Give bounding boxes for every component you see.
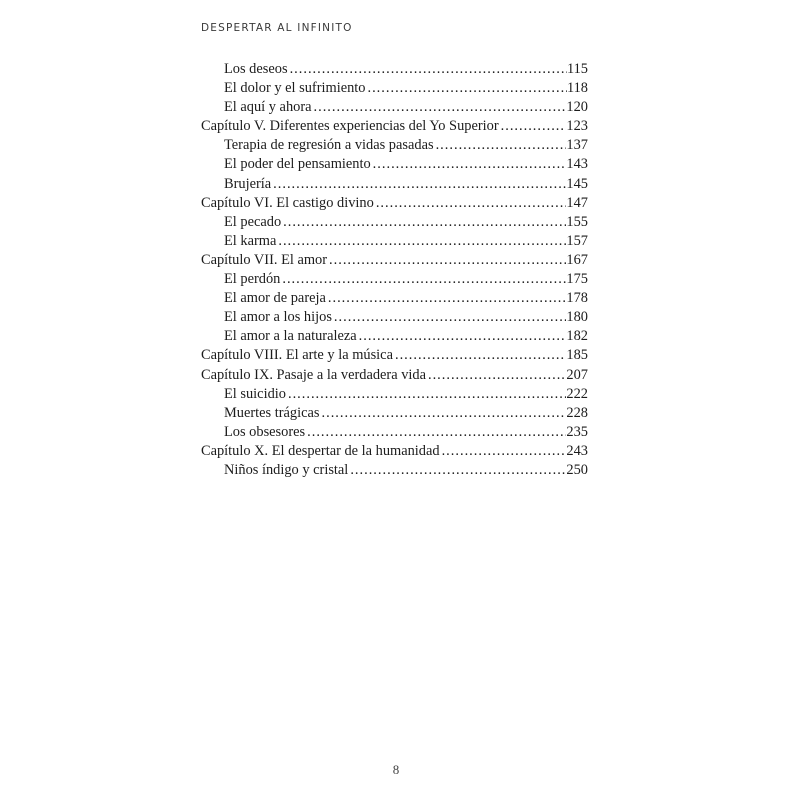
toc-entry-title: El amor de pareja — [224, 290, 326, 307]
dot-leader — [305, 424, 566, 441]
toc-chapter-entry — [201, 347, 588, 366]
dot-leader — [426, 367, 566, 384]
dot-leader — [271, 176, 566, 193]
table-of-contents — [201, 61, 588, 481]
toc-entry-page: 250 — [566, 461, 588, 478]
toc-entry-title: Muertes trágicas — [224, 404, 320, 421]
dot-leader — [288, 61, 567, 78]
toc-entry-page: 207 — [566, 366, 588, 383]
toc-entry — [201, 424, 588, 443]
toc-entry — [201, 462, 588, 481]
toc-entry-title: Terapia de regresión a vidas pasadas — [224, 137, 434, 154]
dot-leader — [327, 252, 566, 269]
dot-leader — [281, 214, 566, 231]
toc-entry-title: El suicidio — [224, 385, 286, 402]
toc-entry — [201, 176, 588, 195]
toc-entry — [201, 405, 588, 424]
dot-leader — [365, 80, 566, 97]
toc-entry-title: Capítulo X. El despertar de la humanidad — [201, 442, 440, 459]
toc-entry-title: Capítulo IX. Pasaje a la verdadera vida — [201, 366, 426, 383]
toc-chapter-entry — [201, 118, 588, 137]
toc-entry-page: 167 — [566, 251, 588, 268]
toc-entry — [201, 156, 588, 175]
toc-entry-page: 137 — [566, 137, 588, 154]
toc-entry — [201, 99, 588, 118]
dot-leader — [320, 405, 567, 422]
toc-chapter-entry — [201, 443, 588, 462]
toc-chapter-entry — [201, 367, 588, 386]
toc-entry-title: Los obsesores — [224, 423, 306, 440]
toc-entry-page: 243 — [566, 442, 588, 459]
toc-entry — [201, 137, 588, 156]
toc-entry-page: 182 — [566, 328, 588, 345]
toc-entry-title: Capítulo VII. El amor — [201, 251, 328, 268]
toc-entry-page: 155 — [566, 213, 588, 230]
toc-entry-page: 185 — [566, 347, 588, 364]
dot-leader — [499, 118, 567, 135]
toc-entry — [201, 309, 588, 328]
dot-leader — [286, 386, 566, 403]
toc-entry-title: Capítulo VI. El castigo divino — [201, 194, 374, 211]
toc-entry-page: 175 — [566, 271, 588, 288]
toc-entry — [201, 328, 588, 347]
dot-leader — [374, 195, 567, 212]
dot-leader — [434, 137, 567, 154]
toc-entry — [201, 61, 588, 80]
toc-entry-title: El pecado — [224, 213, 282, 230]
toc-entry — [201, 214, 588, 233]
dot-leader — [440, 443, 567, 460]
toc-entry-page: 178 — [566, 290, 588, 307]
toc-entry-title: Capítulo V. Diferentes experiencias del Yo Superior — [201, 118, 499, 135]
toc-entry-title: Los deseos — [224, 61, 288, 77]
dot-leader — [276, 233, 566, 250]
toc-entry-title: El amor a los hijos — [224, 309, 332, 326]
dot-leader — [357, 328, 567, 345]
toc-entry-page: 143 — [566, 156, 588, 173]
toc-entry — [201, 80, 588, 99]
toc-entry-page: 222 — [566, 385, 588, 402]
toc-entry-page: 235 — [566, 423, 588, 440]
dot-leader — [393, 347, 566, 364]
toc-entry-title: El perdón — [224, 271, 281, 288]
toc-entry-title: Brujería — [224, 175, 272, 192]
dot-leader — [371, 156, 567, 173]
dot-leader — [326, 290, 567, 307]
toc-entry-page: 180 — [566, 309, 588, 326]
toc-entry-title: El aquí y ahora — [224, 99, 312, 116]
toc-entry-title: El poder del pensamiento — [224, 156, 371, 173]
running-header: DESPERTAR AL INFINITO — [201, 22, 353, 34]
toc-entry-page: 118 — [566, 80, 588, 97]
toc-entry-page: 145 — [566, 175, 588, 192]
toc-entry-title: Capítulo VIII. El arte y la música — [201, 347, 393, 364]
toc-chapter-entry — [201, 252, 588, 271]
toc-entry — [201, 386, 588, 405]
toc-entry-title: Niños índigo y cristal — [224, 461, 349, 478]
toc-entry-title: El dolor y el sufrimiento — [224, 80, 366, 97]
toc-entry-page: 147 — [566, 194, 588, 211]
toc-entry-page: 157 — [566, 232, 588, 249]
dot-leader — [332, 309, 566, 326]
page-number: 8 — [392, 762, 400, 777]
toc-entry — [201, 271, 588, 290]
toc-entry-page: 120 — [566, 99, 588, 116]
toc-entry-page: 123 — [566, 118, 588, 135]
dot-leader — [280, 271, 566, 288]
dot-leader — [348, 462, 566, 479]
toc-entry-title: El karma — [224, 232, 277, 249]
toc-entry — [201, 233, 588, 252]
dot-leader — [312, 99, 567, 116]
toc-entry-title: El amor a la naturaleza — [224, 328, 357, 345]
toc-entry-page: 228 — [566, 404, 588, 421]
toc-chapter-entry — [201, 195, 588, 214]
toc-entry-page: 115 — [566, 61, 588, 77]
toc-entry — [201, 290, 588, 309]
